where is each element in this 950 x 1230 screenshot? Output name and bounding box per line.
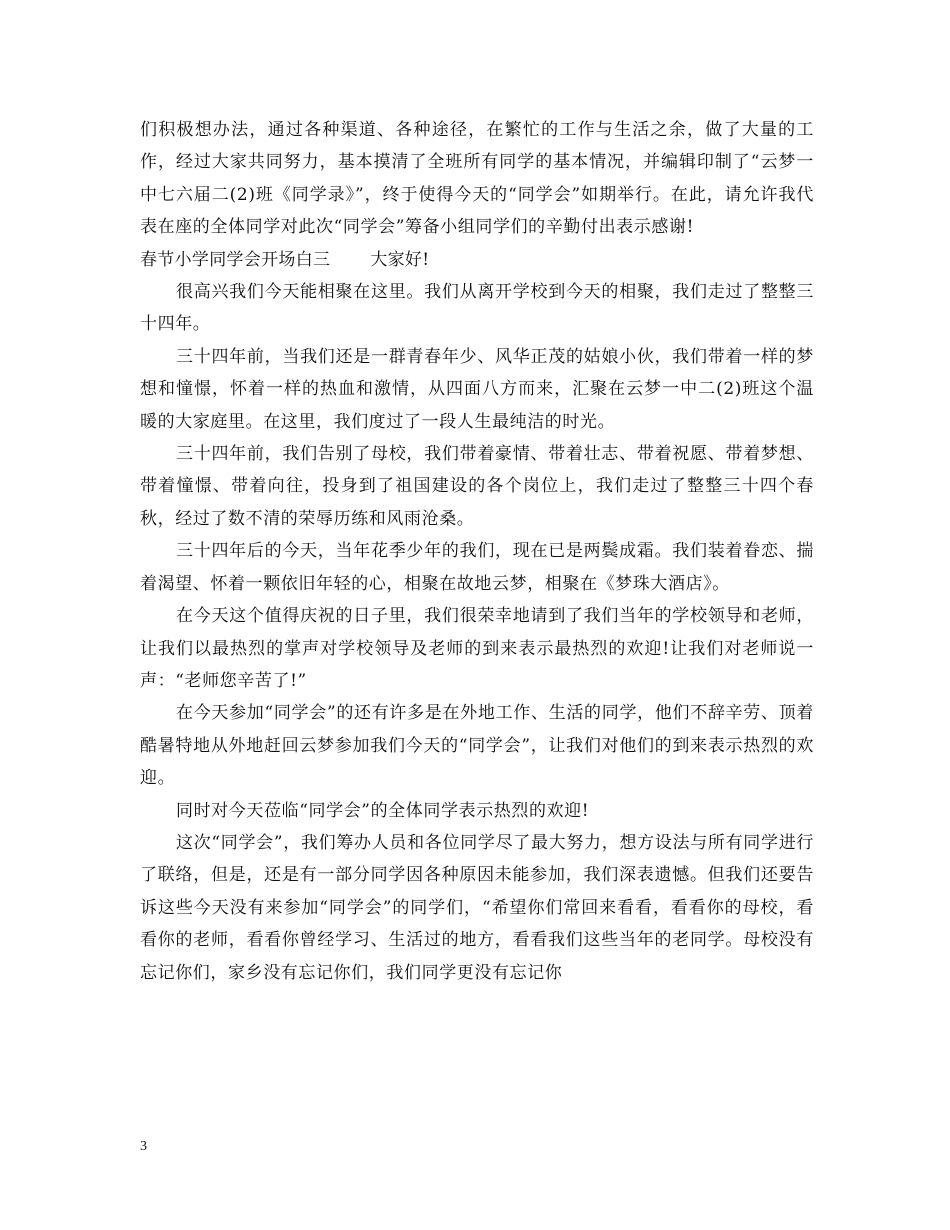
intro-paragraph: 们积极想办法，通过各种渠道、各种途径，在繁忙的工作与生活之余，做了大量的工作，经过大家共同努力，基本摸清了全班所有同学的基本情况，并编辑印制了“云梦一中七六届二(2)班《同学录》”，终于使得今天的“同学会”如期举行。在此，请允许我代表在座的全体同学对此次“同学会”筹备小组同学们的辛勤付出表示感谢! [140, 120, 814, 238]
body-paragraph-3: 三十四年前，我们告别了母校，我们带着豪情、带着壮志、带着祝愿、带着梦想、带着憧憬、带着向往，投身到了祖国建设的各个岗位上，我们走过了整整三十四个春秋，经过了数不清的荣辱历练和风雨沧桑。 [140, 444, 814, 529]
page-body [140, 114, 814, 989]
body-paragraph-2: 三十四年前，当我们还是一群青春年少、风华正茂的姑娘小伙，我们带着一样的梦想和憧憬，怀着一样的热血和激情，从四面八方而来，汇聚在云梦一中二(2)班这个温暖的大家庭里。在这里，我们度过了一段人生最纯洁的时光。 [140, 346, 814, 432]
body-paragraph-8: 这次“同学会”，我们筹办人员和各位同学尽了最大努力，想方设法与所有同学进行了联络，但是，还是有一部分同学因各种原因未能参加，我们深表遗憾。但我们还要告诉这些今天没有来参加“同学会”的同学们，“希望你们常回来看看，看看你的母校，看看你的老师，看看你曾经学习、生活过的地方，看看我们这些当年的老同学。母校没有忘记你们，家乡没有忘记你们，我们同学更没有忘记你 [140, 832, 814, 983]
body-paragraph-4: 三十四年后的今天，当年花季少年的我们，现在已是两鬓成霜。我们装着眷恋、揣着渴望、怀着一颗依旧年轻的心，相聚在故地云梦，相聚在《梦珠大酒店》。 [140, 541, 814, 594]
body-paragraph-1: 很高兴我们今天能相聚在这里。我们从离开学校到今天的相聚，我们走过了整整三十四年。 [140, 282, 814, 335]
section-heading-line [140, 244, 814, 276]
body-paragraph-7: 同时对今天莅临“同学会”的全体同学表示热烈的欢迎! [176, 800, 590, 821]
section-title: 春节小学同学会开场白三 [140, 249, 331, 270]
body-paragraph-6: 在今天参加“同学会”的还有许多是在外地工作、生活的同学，他们不辞辛劳、顶着酷暑特地从外地赶回云梦参加我们今天的“同学会”，让我们对他们的到来表示热烈的欢迎。 [140, 703, 814, 789]
body-paragraph-5: 在今天这个值得庆祝的日子里，我们很荣幸地请到了我们当年的学校领导和老师，让我们以最热烈的掌声对学校领导及老师的到来表示最热烈的欢迎!让我们对老师说一声：“老师您辛苦了!” [140, 606, 814, 691]
greeting: 大家好! [370, 249, 430, 270]
page-number: 3 [140, 1139, 147, 1154]
